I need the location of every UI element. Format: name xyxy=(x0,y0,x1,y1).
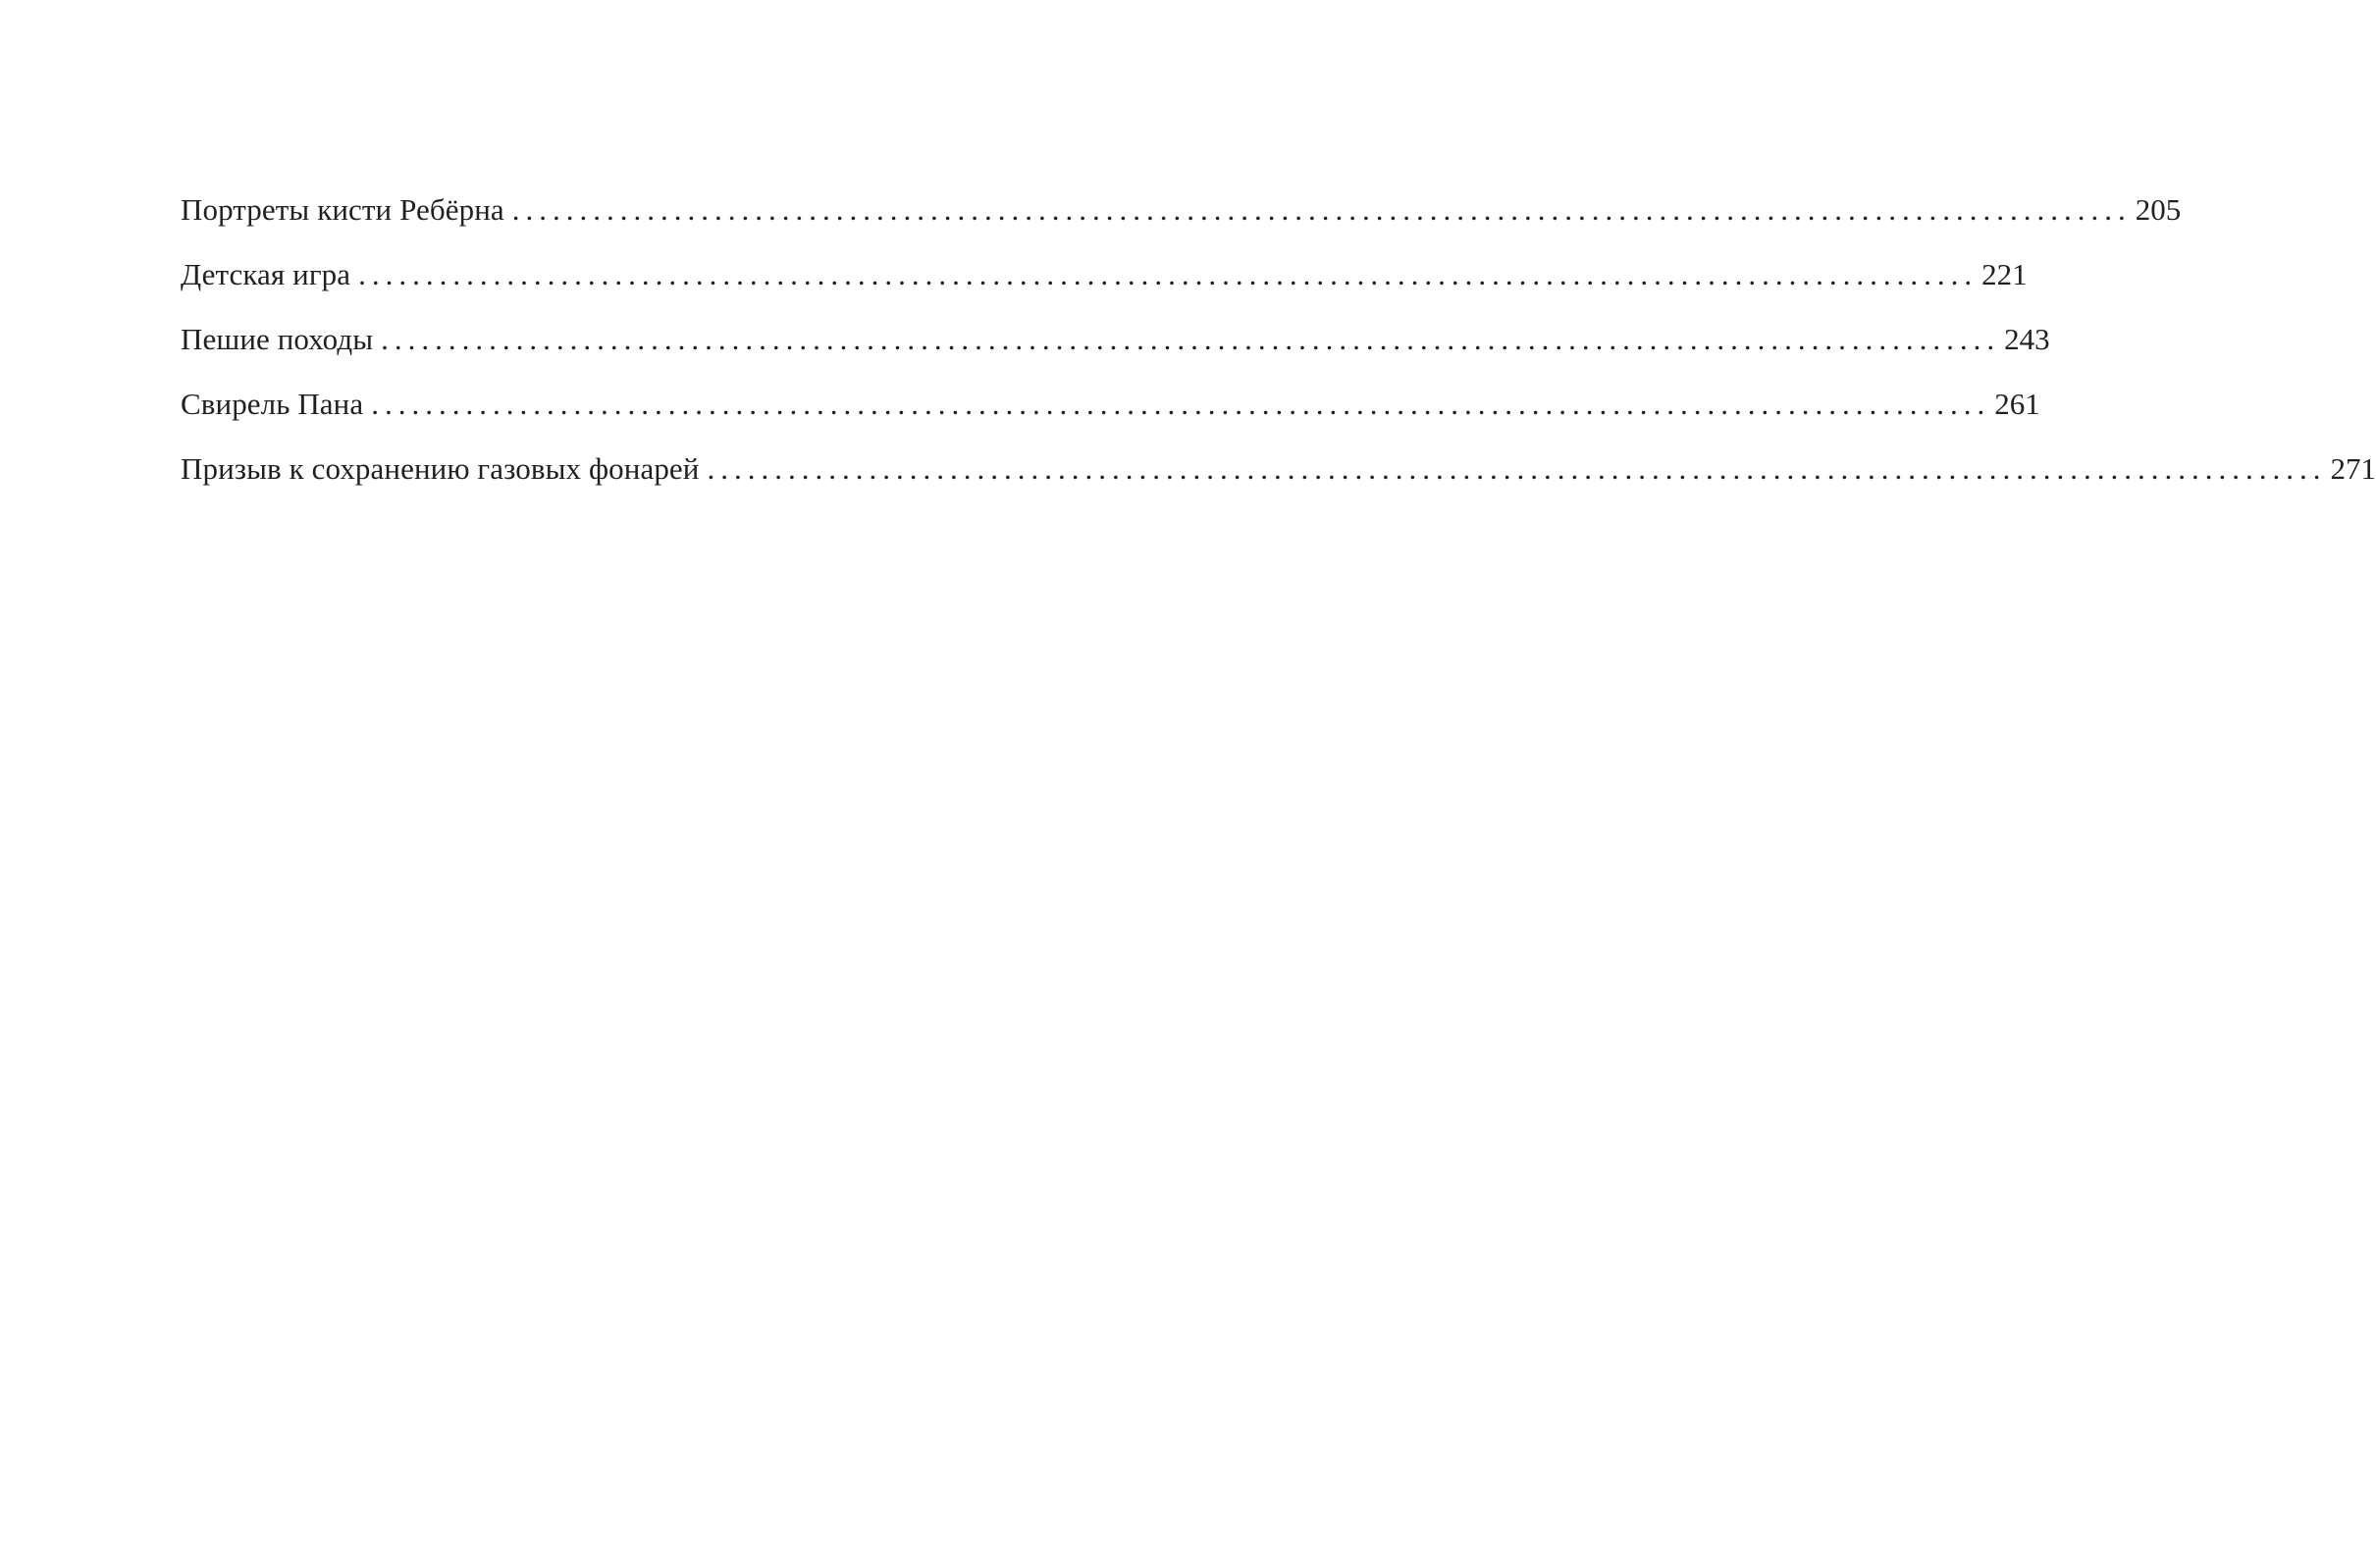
toc-dot-leader: ........................................................................................................................ xyxy=(358,257,1979,291)
toc-dot-leader: ........................................................................................................................ xyxy=(371,387,1991,421)
toc-entry-page: 205 xyxy=(2135,192,2182,227)
toc-entry xyxy=(181,192,2182,257)
table-of-contents xyxy=(181,192,2376,516)
toc-entry xyxy=(181,257,2028,322)
toc-entry-title: Детская игра xyxy=(181,257,351,291)
toc-entry-title: Портреты кисти Ребёрна xyxy=(181,192,504,227)
toc-entry xyxy=(181,322,2050,387)
toc-entry-page: 271 xyxy=(2330,451,2376,486)
toc-entry-title: Пешие походы xyxy=(181,322,374,356)
toc-entry xyxy=(181,387,2040,451)
toc-entry-page: 243 xyxy=(2004,322,2050,356)
toc-entry-page: 261 xyxy=(1994,387,2040,421)
toc-entry-title: Свирель Пана xyxy=(181,387,364,421)
toc-dot-leader: ........................................................................................................................ xyxy=(381,322,2001,356)
toc-dot-leader: ........................................................................................................................ xyxy=(707,451,2327,486)
toc-entry-title: Призыв к сохранению газовых фонарей xyxy=(181,451,700,486)
toc-entry xyxy=(181,451,2376,516)
toc-dot-leader: ........................................................................................................................ xyxy=(511,192,2132,227)
toc-entry-page: 221 xyxy=(1981,257,2028,291)
